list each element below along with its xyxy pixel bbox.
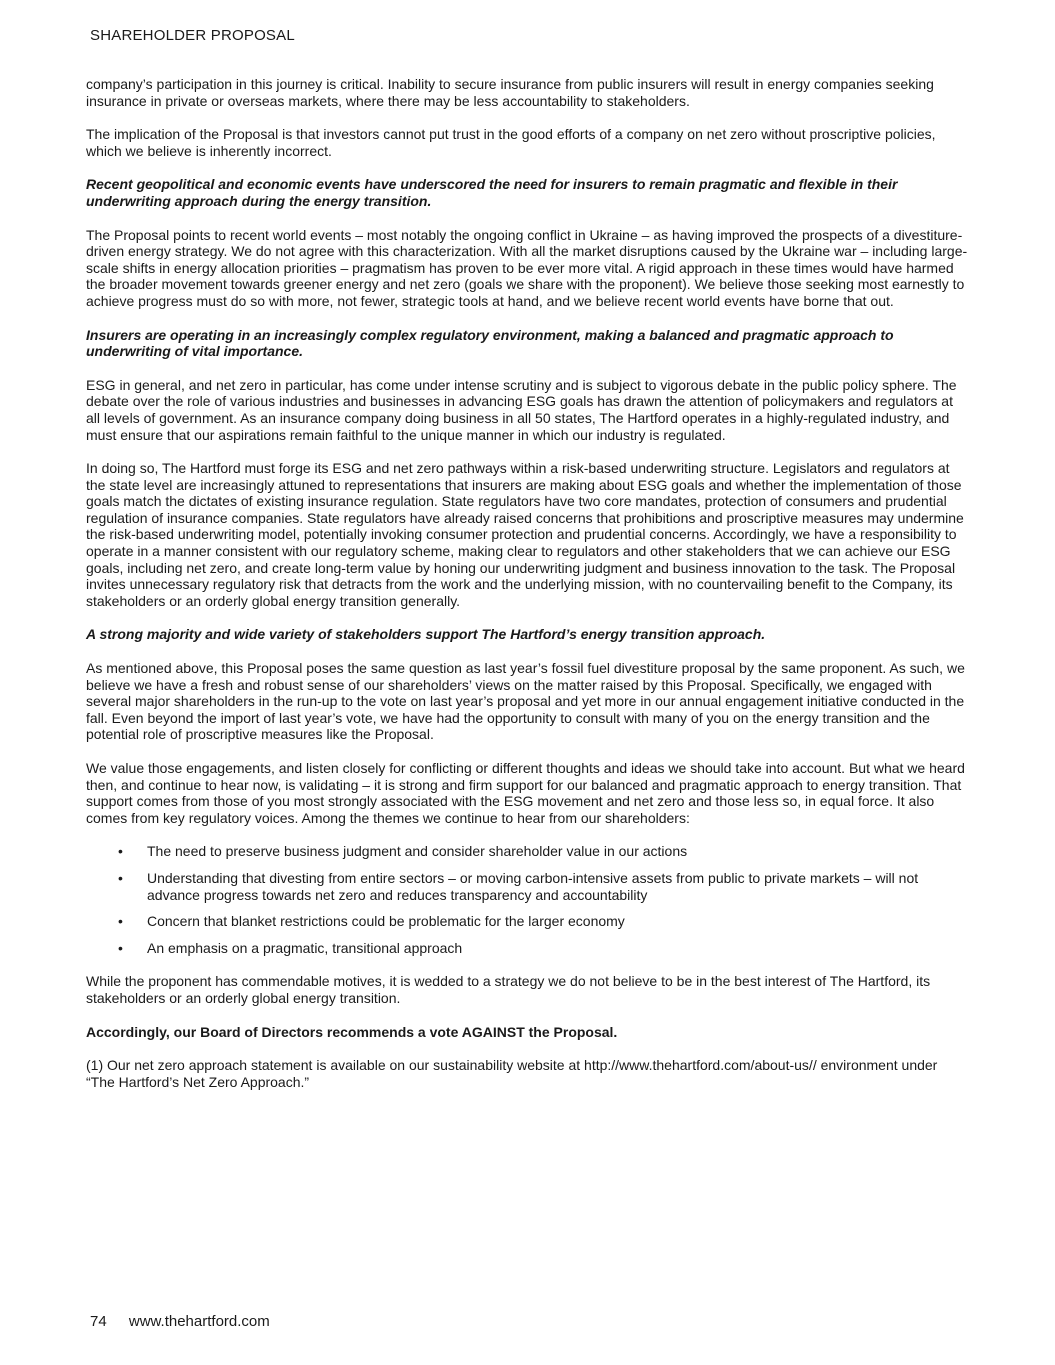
paragraph: As mentioned above, this Proposal poses the same question as last year’s fossil fuel divestiture proposal by the same proponent. As such, we believe we have a fresh and robust sense of our shareholders’ views on the matter raised by this Proposal. Specifically, we engaged with several major shareholders in the run-up to the vote on last year’s proposal and yet more in our annual engagement initiative conducted in the fall. Even beyond the import of last year’s vote, we have had the opportunity to consult with many of you on the energy transition and the potential role of proscriptive measures like the Proposal.	[86, 660, 965, 743]
paragraph: company’s participation in this journey is critical. Inability to secure insurance from public insurers will result in energy companies seeking insurance in private or overseas markets, where there may be less accountability to stakeholders.	[86, 76, 934, 109]
paragraph: ESG in general, and net zero in particular, has come under intense scrutiny and is subject to vigorous debate in the public policy sphere. The debate over the role of various industries and businesses in advancing ESG goals has drawn the attention of policymakers and regulators at all levels of government. As an insurance company doing business in all 50 states, The Hartford operates in a highly-regulated industry, and must ensure that our aspirations remain faithful to the unique manner in which our industry is regulated.	[86, 376, 957, 443]
bullet-icon: •	[118, 939, 123, 956]
bullet-icon: •	[118, 869, 123, 886]
section-heading: Insurers are operating in an increasingly complex regulatory environment, making a balanced and pragmatic approach to underwriting of vital importance.	[86, 326, 894, 360]
list-item-text: An emphasis on a pragmatic, transitional approach	[147, 939, 463, 956]
list-item	[86, 870, 968, 903]
list-item-text: Understanding that divesting from entire sectors – or moving carbon-intensive assets from public to private markets – will not advance progress towards net zero and reduces transparency and accountability	[147, 869, 919, 903]
section-heading: A strong majority and wide variety of stakeholders support The Hartford’s energy transition approach.	[86, 626, 766, 643]
paragraph: The implication of the Proposal is that investors cannot put trust in the good efforts of a company on net zero without proscriptive policies, which we believe is inherently incorrect.	[86, 126, 936, 159]
page-header	[90, 27, 295, 44]
list-item-text: The need to preserve business judgment and consider shareholder value in our actions	[147, 843, 688, 860]
shareholder-themes-list	[86, 843, 968, 956]
website-link[interactable]: www.thehartford.com	[128, 1313, 270, 1330]
bullet-icon: •	[118, 913, 123, 930]
page-number: 74	[90, 1313, 107, 1330]
list-item	[86, 913, 968, 930]
list-item-text: Concern that blanket restrictions could be problematic for the larger economy	[147, 913, 625, 930]
paragraph: In doing so, The Hartford must forge its ESG and net zero pathways within a risk-based underwriting structure. Legislators and regulators at the state level are increasingly attuned to representations that insurers are making about ESG goals and whether the implementation of those goals match the dictates of existing insurance regulation. State regulators have two core mandates, protection of consumers and prudential regulation of insurance companies. State regulators have already raised concerns that prohibitions and proscriptive measures may undermine the risk-based underwriting model, potentially invoking consumer protection and prudential concerns. Accordingly, we have a responsibility to operate in a manner consistent with our regulatory scheme, making clear to regulators and other stakeholders that we can achieve our ESG goals, including net zero, and create long-term value by honing our underwriting judgment and business innovation to the task. The Proposal invites unnecessary regulatory risk that detracts from the work and the underlying mission, with no countervailing benefit to the Company, its stakeholders or an orderly global energy transition generally.	[86, 460, 964, 609]
section-heading: Recent geopolitical and economic events have underscored the need for insurers to remain pragmatic and flexible in their underwriting approach during the energy transition.	[86, 176, 898, 209]
closing-paragraph: While the proponent has commendable motives, it is wedded to a strategy we do not believe to be in the best interest of The Hartford, its stakeholders or an orderly global energy transition.	[86, 973, 931, 1006]
list-item	[86, 940, 968, 957]
board-recommendation: Accordingly, our Board of Directors recommends a vote AGAINST the Proposal.	[86, 1023, 618, 1040]
list-item	[86, 843, 968, 860]
section-title: SHAREHOLDER PROPOSAL	[90, 27, 295, 44]
paragraph: The Proposal points to recent world events – most notably the ongoing conflict in Ukraine – as having improved the prospects of a divestiture-driven energy strategy. We do not agree with this characterization. With all the market disruptions caused by the Ukraine war – including large-scale shifts in energy allocation priorities – pragmatism has proven to be ever more vital. A rigid approach in these times would have harmed the broader movement towards greener energy and net zero (goals we share with the proponent). We believe those seeking most earnestly to achieve progress must do so with more, not fewer, strategic tools at hand, and we believe recent world events have borne that out.	[86, 226, 968, 309]
page-footer	[90, 1313, 270, 1330]
document-body	[86, 76, 968, 1107]
bullet-icon: •	[118, 843, 123, 860]
paragraph: We value those engagements, and listen closely for conflicting or different thoughts and ideas we should take into account. But what we heard then, and continue to hear now, is validating – it is strong and firm support for our balanced and pragmatic approach to energy transition. That support comes from those of you most strongly associated with the ESG movement and net zero and those less so, in equal force. It also comes from key regulatory voices. Among the themes we continue to hear from our shareholders:	[86, 760, 965, 826]
footnote: (1) Our net zero approach statement is available on our sustainability website at http://www.thehartford.com/about-us// environment under “The Hartford’s Net Zero Approach.”	[86, 1057, 938, 1090]
